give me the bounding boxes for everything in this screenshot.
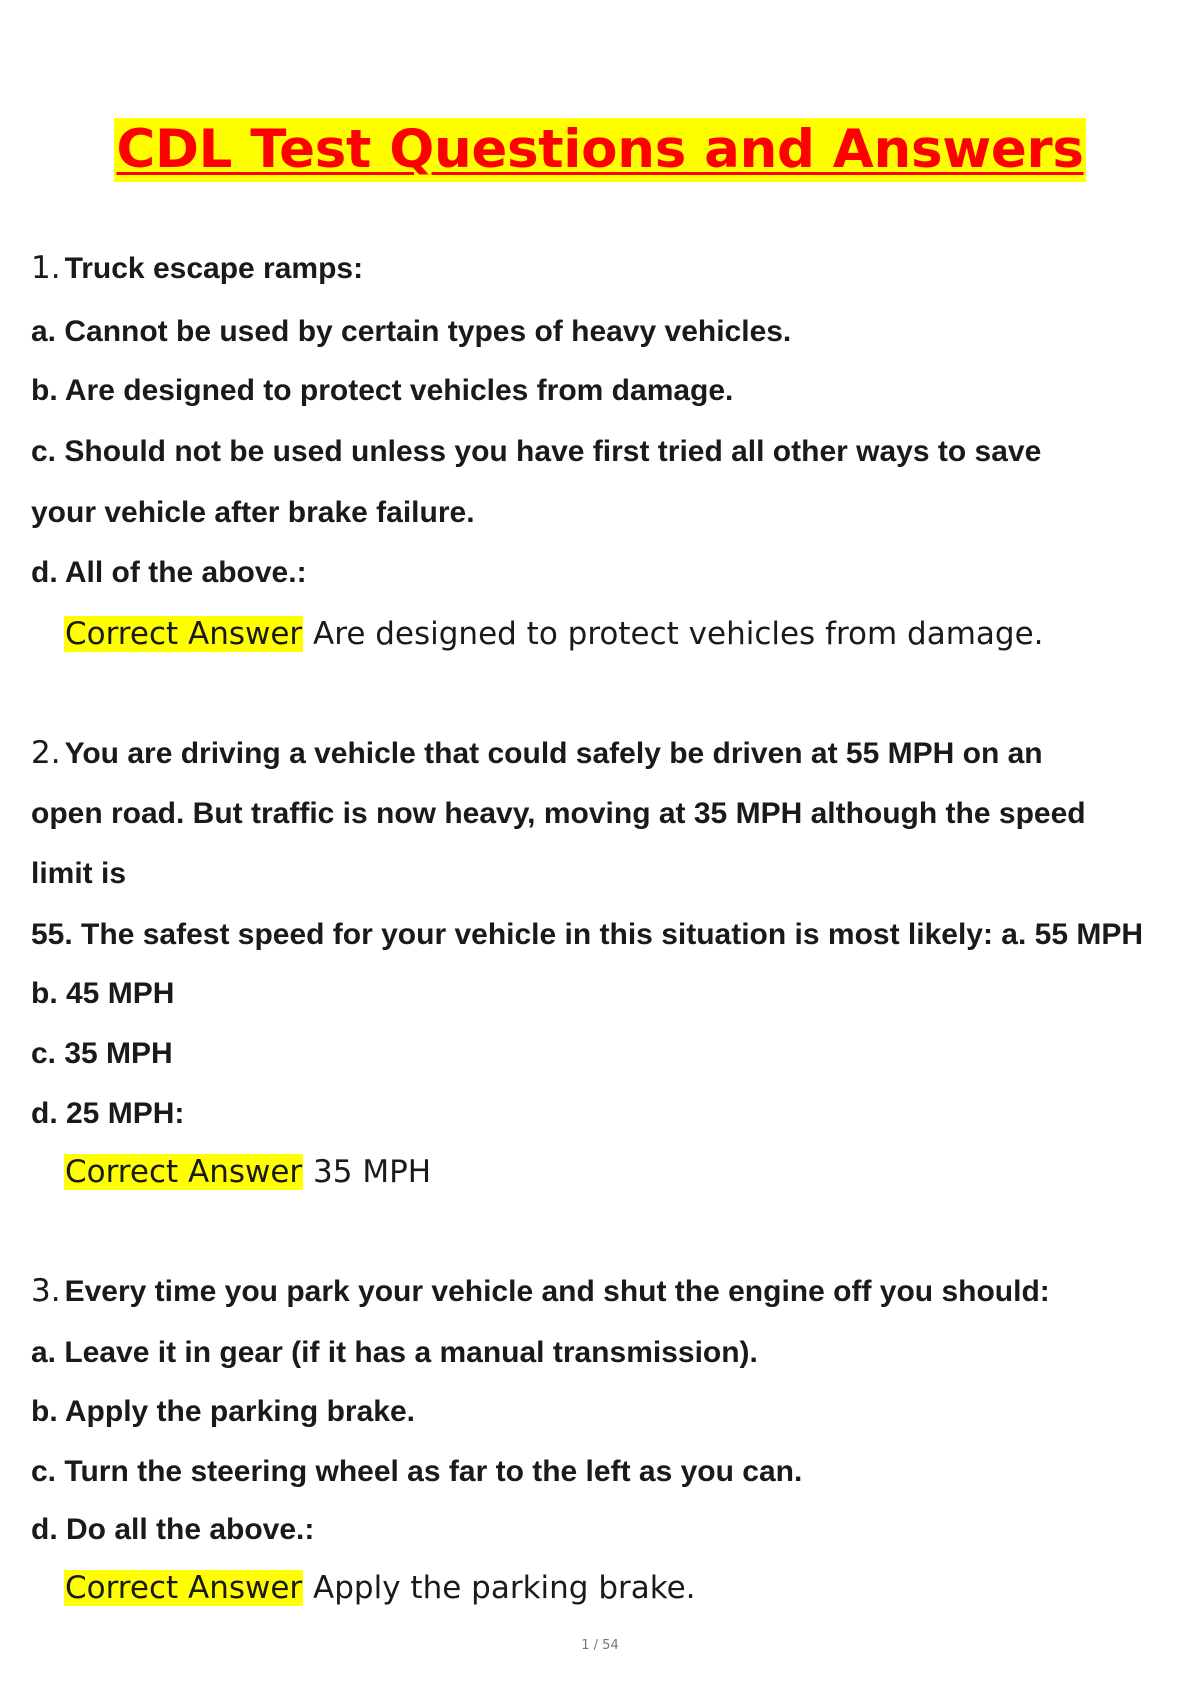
question-1-answer bbox=[64, 613, 1044, 655]
question-2-option-c: c. 35 MPH bbox=[31, 1037, 173, 1070]
question-2-answer bbox=[64, 1151, 431, 1193]
question-3-stem bbox=[31, 1271, 1050, 1312]
title-container bbox=[0, 118, 1200, 182]
question-3-option-c: c. Turn the steering wheel as far to the left as you can. bbox=[31, 1455, 803, 1488]
question-number: 3. bbox=[31, 1273, 61, 1309]
question-1-option-b: b. Are designed to protect vehicles from damage. bbox=[31, 374, 734, 407]
answer-text: Apply the parking brake. bbox=[313, 1570, 696, 1606]
question-number: 1. bbox=[31, 250, 61, 286]
question-1-option-c: c. Should not be used unless you have first tried all other ways to save bbox=[31, 435, 1042, 468]
question-1-option-c-cont: your vehicle after brake failure. bbox=[31, 496, 475, 529]
question-text: Truck escape ramps: bbox=[64, 252, 364, 285]
question-3-option-b: b. Apply the parking brake. bbox=[31, 1395, 415, 1428]
answer-text: 35 MPH bbox=[313, 1154, 432, 1190]
question-2-stem-line-3: limit is bbox=[31, 857, 127, 890]
page-number: 1 / 54 bbox=[581, 1638, 619, 1653]
question-2-stem-line-2: open road. But traffic is now heavy, moving at 35 MPH although the speed bbox=[31, 797, 1086, 830]
question-1-option-d: d. All of the above.: bbox=[31, 556, 307, 589]
question-3-answer bbox=[64, 1567, 696, 1609]
question-3-option-d: d. Do all the above.: bbox=[31, 1513, 315, 1546]
question-3-option-a: a. Leave it in gear (if it has a manual transmission). bbox=[31, 1336, 758, 1369]
question-text: You are driving a vehicle that could safely be driven at 55 MPH on an bbox=[64, 737, 1043, 770]
answer-text: Are designed to protect vehicles from damage. bbox=[313, 616, 1044, 652]
question-2-option-d: d. 25 MPH: bbox=[31, 1097, 185, 1130]
question-1-stem bbox=[31, 248, 363, 289]
correct-answer-label: Correct Answer bbox=[65, 1570, 303, 1606]
question-text: Every time you park your vehicle and shut the engine off you should: bbox=[64, 1275, 1050, 1308]
question-2-stem-line-4: 55. The safest speed for your vehicle in this situation is most likely: a. 55 MPH bbox=[31, 918, 1144, 951]
correct-answer-label: Correct Answer bbox=[65, 1154, 303, 1190]
question-number: 2. bbox=[31, 735, 61, 771]
question-2-option-b: b. 45 MPH bbox=[31, 977, 175, 1010]
question-2-stem bbox=[31, 733, 1043, 774]
correct-answer-label: Correct Answer bbox=[65, 616, 303, 652]
document-title: CDL Test Questions and Answers bbox=[116, 119, 1084, 180]
question-1-option-a: a. Cannot be used by certain types of heavy vehicles. bbox=[31, 315, 792, 348]
